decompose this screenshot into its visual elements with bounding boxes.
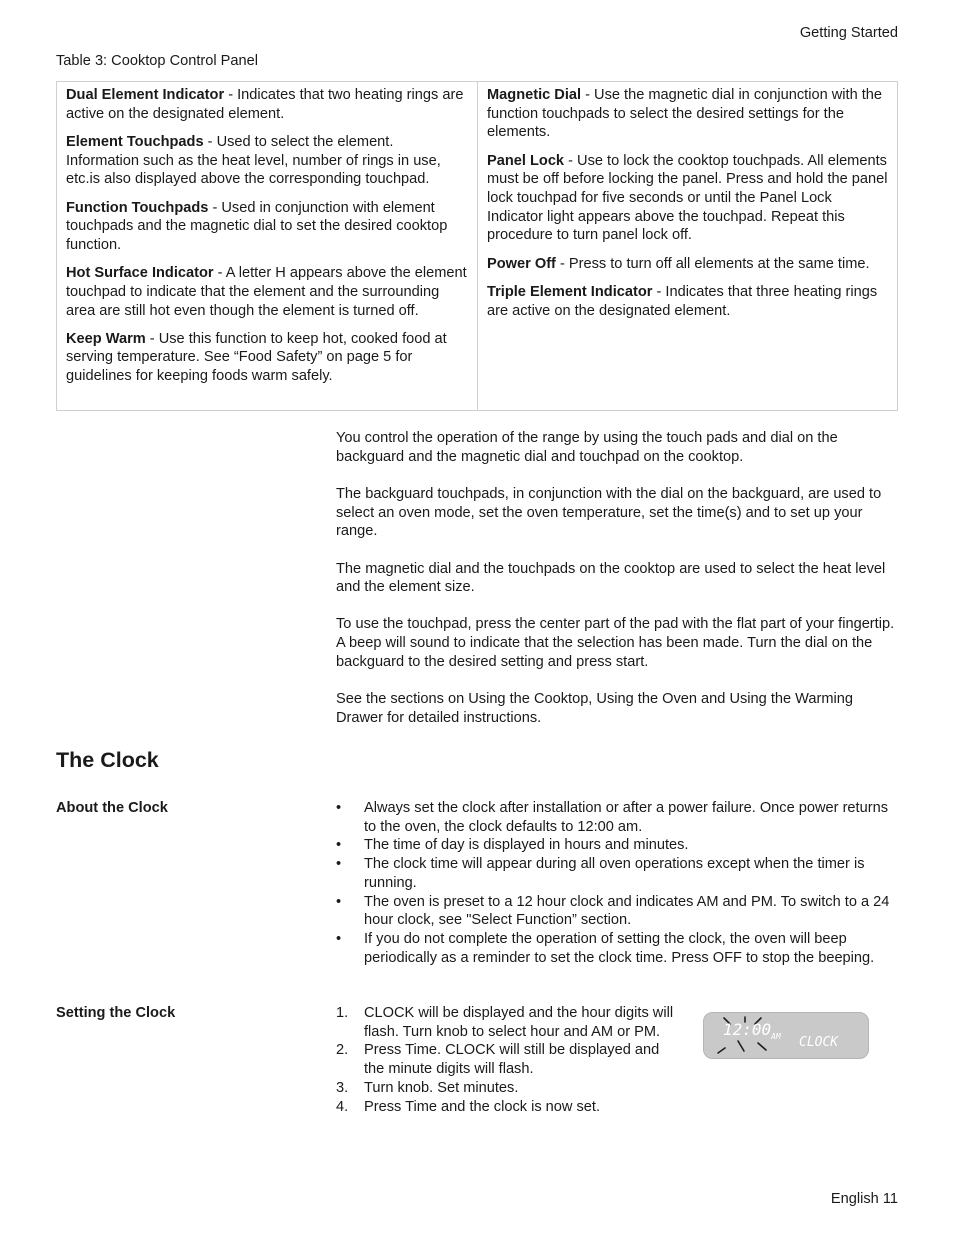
entry-description: - Press to turn off all elements at the same time.: [555, 255, 870, 272]
display-label: CLOCK: [799, 1035, 839, 1050]
entry-term: Hot Surface Indicator: [66, 265, 214, 282]
intro-paragraph: The magnetic dial and the touchpads on the cooktop are used to select the heat level and the element size.: [336, 560, 886, 596]
display-time: 12:00: [723, 1020, 772, 1039]
list-item: [336, 855, 902, 892]
step-text: Press Time. CLOCK will still be displayed and the minute digits will flash.: [364, 1042, 660, 1078]
table-entry: [487, 152, 889, 246]
entry-term: Dual Element Indicator: [66, 87, 225, 103]
display-ampm: AM: [771, 1032, 781, 1041]
entry-description: - Used in conjunction with element touchpads and the magnetic dial to set the desired cooktop function.: [66, 199, 448, 253]
entry-description: - Use this function to keep hot, cooked food at serving temperature. See “Food Safety” on page 5 for guidelines for keeping foods warm safely.: [66, 330, 447, 385]
entry-term: Keep Warm: [66, 330, 146, 347]
table-entry: [66, 86, 469, 123]
step-text: Press Time and the clock is now set.: [364, 1098, 601, 1115]
intro-paragraph: To use the touchpad, press the center part of the pad with the flat part of your fingertip. A beep will sound to indicate that the selection has been made. Turn the dial on the backguard to the desired setting and press start.: [336, 616, 895, 670]
clock-display-illustration: [703, 1012, 869, 1059]
entry-term: Function Touchpads: [66, 199, 209, 216]
bullet-marker: •: [336, 837, 342, 854]
entry-term: Power Off: [487, 255, 556, 272]
page-footer: English 11: [830, 1191, 898, 1207]
entry-term: Triple Element Indicator: [487, 283, 653, 300]
setting-clock-label: Setting the Clock: [56, 1005, 176, 1021]
list-item: [336, 799, 902, 836]
about-clock-list: [336, 799, 902, 967]
list-item-text: The time of day is displayed in hours and minutes.: [364, 837, 689, 854]
table-entry: [487, 283, 889, 320]
entry-description: - Use to lock the cooktop touchpads. All elements must be off before locking the panel. Press and hold the panel lock touchpad for five seconds or until the Panel Lock Indicator light appears above the touchpad. Repeat this procedure to turn panel lock off.: [487, 152, 888, 244]
list-item: [336, 930, 902, 967]
step-text: CLOCK will be displayed and the hour digits will flash. Turn knob to select hour and AM or PM.: [364, 1005, 674, 1040]
list-item: [336, 836, 902, 855]
intro-paragraph: You control the operation of the range by using the touch pads and dial on the backguard and the magnetic dial and touchpad on the cooktop.: [336, 430, 838, 465]
entry-description: - Indicates that two heating rings are active on the designated element.: [66, 87, 464, 122]
table-entry: [66, 199, 469, 255]
step-item: [336, 1098, 681, 1117]
table-caption: Table 3: Cooktop Control Panel: [56, 53, 259, 69]
entry-description: - Use the magnetic dial in conjunction with the function touchpads to select the desired settings for the elements.: [487, 87, 883, 141]
entry-term: Magnetic Dial: [487, 87, 582, 103]
bullet-marker: •: [336, 893, 342, 910]
table-entry: [487, 86, 889, 142]
entry-term: Element Touchpads: [66, 133, 204, 150]
step-number: 2.: [336, 1042, 349, 1059]
bullet-marker: •: [336, 930, 342, 947]
cooktop-control-table: [56, 81, 898, 411]
intro-paragraph: The backguard touchpads, in conjunction with the dial on the backguard, are used to select an oven mode, set the oven temperature, set the time(s) and to set up your range.: [336, 485, 882, 540]
section-heading: The Clock: [56, 748, 159, 772]
step-item: [336, 1004, 681, 1041]
step-number: 1.: [336, 1005, 349, 1021]
setting-clock-steps: [336, 1004, 681, 1116]
intro-text: [336, 429, 902, 746]
table-right-column: [478, 82, 897, 410]
bullet-marker: •: [336, 800, 342, 816]
entry-description: - Indicates that three heating rings are active on the designated element.: [487, 283, 878, 319]
table-entry: [66, 264, 469, 320]
bullet-marker: •: [336, 856, 342, 873]
step-item: [336, 1041, 681, 1078]
list-item-text: If you do not complete the operation of setting the clock, the oven will beep periodically as a reminder to set the clock time. Press OFF to stop the beeping.: [364, 930, 875, 966]
table-entry: [66, 133, 469, 189]
step-number: 4.: [336, 1098, 349, 1115]
table-entry: [66, 330, 469, 386]
list-item: [336, 893, 902, 930]
running-header: Getting Started: [799, 25, 898, 41]
about-clock-label: About the Clock: [56, 800, 168, 816]
intro-paragraph: See the sections on Using the Cooktop, Using the Oven and Using the Warming Drawer for detailed instructions.: [336, 691, 854, 726]
list-item-text: The oven is preset to a 12 hour clock and indicates AM and PM. To switch to a 24 hour clock, see "Select Function” section.: [364, 893, 890, 929]
entry-description: - A letter H appears above the element touchpad to indicate that the element and the surrounding area are still hot even though the element is turned off.: [66, 265, 467, 319]
step-number: 3.: [336, 1079, 349, 1096]
list-item-text: The clock time will appear during all oven operations except when the timer is running.: [364, 856, 865, 891]
step-item: [336, 1079, 681, 1098]
table-entry: [487, 255, 889, 274]
entry-term: Panel Lock: [487, 152, 565, 169]
table-left-column: [57, 82, 478, 410]
step-text: Turn knob. Set minutes.: [364, 1079, 519, 1096]
list-item-text: Always set the clock after installation or after a power failure. Once power returns to the oven, the clock defaults to 12:00 am.: [364, 800, 888, 835]
entry-description: - Used to select the element. Information such as the heat level, number of rings in use, etc.is also displayed above the corresponding touchpad.: [66, 133, 441, 188]
